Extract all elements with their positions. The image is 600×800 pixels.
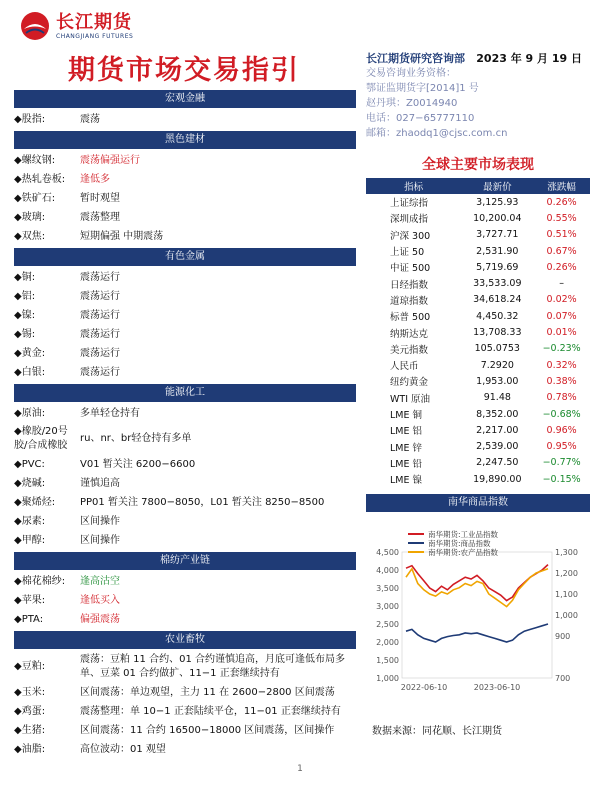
y-tick-label-right: 1,100 <box>555 590 578 599</box>
commodity-label: ◆双焦: <box>14 230 46 242</box>
strategy-row <box>14 702 356 721</box>
commodity-label: ◆螺纹钢: <box>14 154 56 166</box>
strategy-value: 震荡运行 <box>80 290 120 302</box>
logo-name-en: CHANGJIANG FUTURES <box>56 32 134 40</box>
commodity-label: ◆PVC: <box>14 458 45 470</box>
strategy-value: 多单轻仓持有 <box>80 407 140 419</box>
index-name: 沪深 300 <box>390 230 431 242</box>
index-name: 人民币 <box>390 361 419 373</box>
email-link[interactable]: 邮箱：zhaodq1@cjsc.com.cn <box>366 128 508 139</box>
latest-price: 4,450.32 <box>476 310 519 322</box>
change-pct: −0.23% <box>542 343 581 355</box>
index-name: 上证 50 <box>390 247 425 259</box>
strategy-value: 震荡运行 <box>80 271 120 283</box>
table-row <box>366 194 590 210</box>
strategy-row <box>14 721 356 740</box>
strategy-value: 震荡偏强运行 <box>80 154 140 166</box>
latest-price: 2,531.90 <box>476 245 519 257</box>
column-header: 涨跌幅 <box>533 178 590 194</box>
strategy-value: 逢低买入 <box>80 594 120 606</box>
strategy-value: 高位波动：01 观望 <box>80 743 166 755</box>
commodity-label: ◆生猪: <box>14 724 46 736</box>
strategy-value: 区间震荡：单边观望，主力 11 在 2600−2800 区间震荡 <box>80 686 335 698</box>
strategy-row <box>14 474 356 493</box>
change-pct: 0.78% <box>546 392 577 404</box>
y-tick-label-right: 1,200 <box>555 569 578 578</box>
strategy-value: 区间操作 <box>80 534 120 546</box>
strategy-row <box>14 344 356 363</box>
latest-price: 3,727.71 <box>476 229 519 241</box>
table-row <box>366 390 590 406</box>
strategy-row <box>14 455 356 474</box>
x-tick-label: 2022-06-10 <box>400 683 448 692</box>
index-name: 纳斯达克 <box>390 328 429 340</box>
table-row <box>366 471 590 487</box>
change-pct: −0.15% <box>542 473 581 485</box>
strategy-value: 震荡整理 <box>80 211 120 223</box>
index-name: 纽约黄金 <box>390 377 429 389</box>
commodity-label: ◆尿素: <box>14 515 46 527</box>
strategy-row <box>14 170 356 189</box>
strategy-row <box>14 363 356 382</box>
change-pct: 0.55% <box>546 212 577 224</box>
report-date: 2023 年 9 月 19 日 <box>476 52 582 65</box>
table-row <box>366 243 590 259</box>
change-pct: 0.67% <box>546 245 577 257</box>
strategy-value: 逢低多 <box>80 173 110 185</box>
report-title: 期货市场交易指引 <box>68 55 300 86</box>
strategy-value: 震荡：豆粕 11 合约、01 合约谨慎追高，月底可逢低布局多单、豆菜 01 合约做扩、11−1 正套继续持有 <box>80 654 345 679</box>
commodity-label: ◆铁矿石: <box>14 192 56 204</box>
section-header: 黑色建材 <box>14 131 356 149</box>
commodity-label: ◆苹果: <box>14 594 46 606</box>
y-tick-label-right: 1,300 <box>555 548 578 557</box>
change-pct: 0.32% <box>546 359 577 371</box>
strategy-row <box>14 651 356 683</box>
section-header: 棉纺产业链 <box>14 552 356 570</box>
info-line: 电话：027−65777110 <box>366 113 475 124</box>
strategy-value: 偏强震荡 <box>80 613 120 625</box>
section-header: 农业畜牧 <box>14 631 356 649</box>
strategy-value: 暂时观望 <box>80 192 120 204</box>
index-name: LME 铅 <box>390 458 423 470</box>
column-header: 最新价 <box>461 178 533 194</box>
strategy-row <box>14 512 356 531</box>
strategy-value: 震荡 <box>80 113 100 125</box>
strategy-row <box>14 572 356 591</box>
strategy-row <box>14 683 356 702</box>
index-name: WTI 原油 <box>390 393 431 405</box>
change-pct: 0.26% <box>546 196 577 208</box>
info-line: 赵丹琪：Z0014940 <box>366 98 458 109</box>
commodity-label: ◆油脂: <box>14 743 46 755</box>
table-row <box>366 308 590 324</box>
company-logo <box>20 8 180 44</box>
market-table <box>366 178 590 487</box>
table-row <box>366 292 590 308</box>
strategy-row <box>14 740 356 759</box>
change-pct: 0.95% <box>546 441 577 453</box>
index-name: 道琼指数 <box>390 295 429 307</box>
commodity-label: ◆玉米: <box>14 686 46 698</box>
change-pct: −0.77% <box>542 457 581 469</box>
strategy-value: 区间操作 <box>80 515 120 527</box>
section-header: 有色金属 <box>14 248 356 266</box>
strategy-value: ru、nr、br轻仓持有多单 <box>80 433 192 444</box>
y-tick-label-left: 1,000 <box>376 674 399 683</box>
latest-price: 3,125.93 <box>476 196 519 208</box>
commodity-label: ◆白银: <box>14 366 46 378</box>
commodity-label: ◆棉花棉纱: <box>14 575 66 587</box>
market-title: 全球主要市场表现 <box>422 157 534 173</box>
section-header: 宏观金融 <box>14 90 356 108</box>
strategy-value: 震荡运行 <box>80 328 120 340</box>
index-name: 标普 500 <box>390 312 431 324</box>
legend-label: 南华期货:商品指数 <box>428 539 491 548</box>
change-pct: −0.68% <box>542 408 581 420</box>
commodity-label: ◆聚烯烃: <box>14 496 56 508</box>
change-pct: 0.02% <box>546 294 577 306</box>
series-line <box>406 624 548 642</box>
logo-icon <box>20 11 50 41</box>
latest-price: 33,533.09 <box>473 278 522 290</box>
latest-price: 5,719.69 <box>476 261 519 273</box>
latest-price: 13,708.33 <box>473 327 522 339</box>
y-tick-label-left: 3,000 <box>376 602 399 611</box>
index-name: 上证综指 <box>390 198 429 210</box>
commodity-label: ◆豆粕: <box>14 661 46 672</box>
commodity-label: ◆PTA: <box>14 613 44 625</box>
section-header: 能源化工 <box>14 384 356 402</box>
strategy-row <box>14 404 356 423</box>
commodity-label: ◆铝: <box>14 290 36 302</box>
latest-price: 105.0753 <box>474 343 520 355</box>
commodity-label: ◆锡: <box>14 328 36 340</box>
index-name: LME 镍 <box>390 475 423 487</box>
strategy-row <box>14 531 356 550</box>
commodity-label: ◆镍: <box>14 309 36 321</box>
strategy-value: 震荡运行 <box>80 309 120 321</box>
table-row <box>366 373 590 389</box>
strategy-value: 区间震荡：11 合约 16500−18000 区间震荡，区间操作 <box>80 724 335 736</box>
column-header: 指标 <box>366 178 461 194</box>
commodity-label: ◆原油: <box>14 407 46 419</box>
y-tick-label-left: 3,500 <box>376 584 399 593</box>
latest-price: 34,618.24 <box>473 294 522 306</box>
strategy-value: 短期偏强 中期震荡 <box>80 230 164 242</box>
strategy-row <box>14 208 356 227</box>
y-tick-label-left: 2,000 <box>376 638 399 647</box>
commodity-label: ◆甲醇: <box>14 534 46 546</box>
index-name: LME 铜 <box>390 410 423 421</box>
strategy-value: 逢高沽空 <box>80 575 120 587</box>
change-pct: 0.01% <box>546 327 577 339</box>
strategy-row <box>14 268 356 287</box>
table-row <box>366 357 590 373</box>
y-tick-label-right: 1,000 <box>555 611 578 620</box>
change-pct: 0.96% <box>546 424 577 436</box>
change-pct: – <box>559 278 564 290</box>
latest-price: 19,890.00 <box>473 473 522 485</box>
strategy-panel <box>14 88 356 759</box>
table-row <box>366 455 590 471</box>
table-row <box>366 438 590 454</box>
strategy-row <box>14 423 356 455</box>
logo-name-cn: 长江期货 <box>56 11 132 33</box>
strategy-row <box>14 110 356 129</box>
info-line: 鄂证监期货字[2014]1 号 <box>366 83 479 94</box>
strategy-row <box>14 287 356 306</box>
strategy-value: PP01 暂关注 7800−8050，L01 暂关注 8250−8500 <box>80 496 325 508</box>
table-row <box>366 259 590 275</box>
commodity-label: ◆玻璃: <box>14 211 46 223</box>
latest-price: 2,217.00 <box>476 424 519 436</box>
latest-price: 1,953.00 <box>476 375 519 387</box>
plot-area <box>402 552 552 678</box>
commodity-label: ◆铜: <box>14 271 36 283</box>
commodity-label: ◆股指: <box>14 113 46 125</box>
strategy-value: 震荡运行 <box>80 347 120 359</box>
strategy-row <box>14 227 356 246</box>
x-tick-label: 2023-06-10 <box>473 683 521 692</box>
strategy-row <box>14 151 356 170</box>
data-source: 数据来源：同花顺、长江期货 <box>372 726 502 737</box>
commodity-label: ◆烧碱: <box>14 477 46 489</box>
table-row <box>366 324 590 340</box>
latest-price: 10,200.04 <box>473 212 522 224</box>
series-line <box>406 565 548 601</box>
latest-price: 2,247.50 <box>476 457 519 469</box>
nanhua-header: 南华商品指数 <box>366 494 590 512</box>
change-pct: 0.26% <box>546 261 577 273</box>
strategy-value: 震荡整理：单 10−1 正套陆续平仓，11−01 正套继续持有 <box>80 705 341 717</box>
strategy-value: 震荡运行 <box>80 366 120 378</box>
y-tick-label-left: 2,500 <box>376 620 399 629</box>
page-number: 1 <box>297 764 303 774</box>
change-pct: 0.51% <box>546 229 577 241</box>
legend-label: 南华期货:农产品指数 <box>428 548 499 557</box>
strategy-row <box>14 591 356 610</box>
index-name: 日经指数 <box>390 279 429 291</box>
index-name: 深圳成指 <box>390 214 429 226</box>
strategy-value: 谨慎追高 <box>80 477 120 489</box>
table-row <box>366 227 590 243</box>
table-row <box>366 406 590 422</box>
latest-price: 2,539.00 <box>476 441 519 453</box>
table-row <box>366 210 590 226</box>
strategy-row <box>14 610 356 629</box>
strategy-value: V01 暂关注 6200−6600 <box>80 458 196 470</box>
strategy-row <box>14 493 356 512</box>
change-pct: 0.38% <box>546 375 577 387</box>
commodity-label: ◆黄金: <box>14 347 46 359</box>
commodity-label: ◆鸡蛋: <box>14 705 46 717</box>
latest-price: 91.48 <box>483 392 511 404</box>
latest-price: 7.2920 <box>480 359 514 371</box>
index-name: LME 铝 <box>390 426 423 438</box>
y-tick-label-left: 1,500 <box>376 656 399 665</box>
index-name: 美元指数 <box>390 344 429 356</box>
table-row <box>366 422 590 438</box>
index-name: 中证 500 <box>390 263 431 275</box>
legend-label: 南华期货:工业品指数 <box>428 530 499 539</box>
table-row <box>366 275 590 291</box>
y-tick-label-left: 4,500 <box>376 548 399 557</box>
y-tick-label-right: 900 <box>555 632 571 641</box>
table-row <box>366 341 590 357</box>
commodity-label: ◆热轧卷板: <box>14 173 66 185</box>
info-line: 交易咨询业务资格： <box>366 68 456 79</box>
commodity-label: ◆橡胶/20号胶/合成橡胶 <box>14 426 68 451</box>
strategy-row <box>14 325 356 344</box>
strategy-row <box>14 306 356 325</box>
nanhua-chart <box>366 522 590 698</box>
change-pct: 0.07% <box>546 310 577 322</box>
latest-price: 8,352.00 <box>476 408 519 420</box>
org-name: 长江期货研究咨询部 <box>366 52 465 65</box>
y-tick-label-left: 4,000 <box>376 566 399 575</box>
strategy-row <box>14 189 356 208</box>
research-info <box>366 50 590 141</box>
index-name: LME 锌 <box>390 442 423 454</box>
y-tick-label-right: 700 <box>555 674 571 683</box>
